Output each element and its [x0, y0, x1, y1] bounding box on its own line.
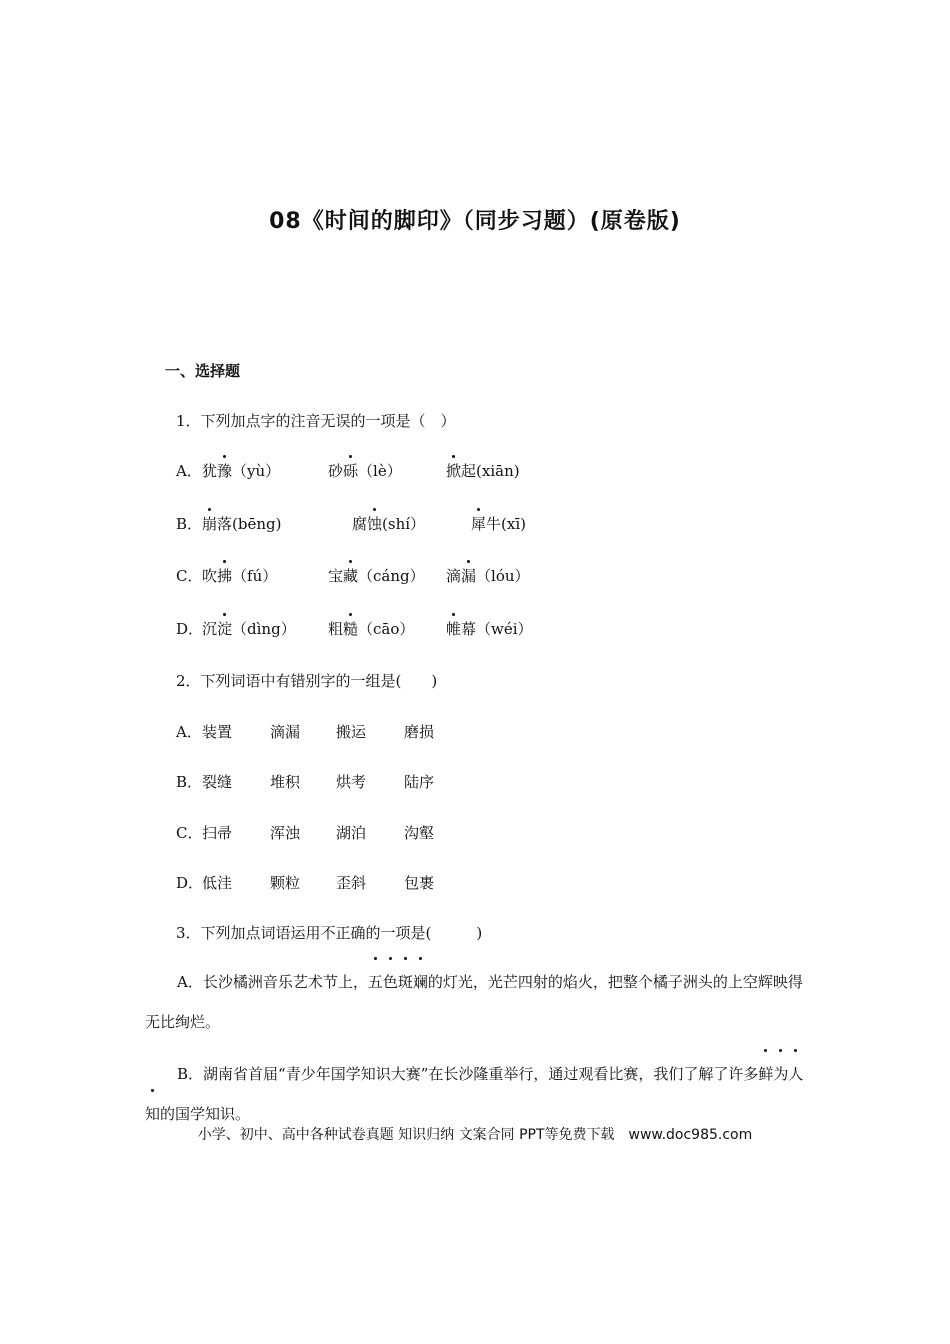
q2-option-word: 磨损 [404, 723, 435, 741]
item-pinyin: （lóu） [476, 567, 530, 585]
q2-option-label: B． [176, 773, 203, 791]
item-pinyin: （cāo） [358, 620, 415, 638]
footer-ad-text: 小学、初中、高中各种试卷真题 知识归纳 文案合同 PPT等免费下载 www.doc985.com [197, 1127, 753, 1143]
dotted-char-group [217, 462, 232, 480]
item-pinyin: （dìng） [232, 620, 296, 638]
dotted-char: 斓 [413, 962, 428, 1002]
option-b-post: 的国学知识。 [160, 1105, 251, 1123]
dotted-char: 五 [368, 962, 383, 1002]
item-pinyin: （lè） [358, 462, 402, 480]
q1-option-item [202, 513, 281, 534]
dotted-char-group [202, 515, 217, 533]
option-b-pre: B．湖南省首届“青少年国学知识大赛”在长沙隆重举行，通过观看比赛，我们了解了许多 [177, 1065, 759, 1083]
dotted-char: 知 [145, 1094, 160, 1134]
q2-option-word: 低洼 [202, 874, 233, 892]
section-heading: 一、选择题 [165, 362, 241, 380]
dotted-char-group [343, 462, 358, 480]
q2-option-label: D． [176, 874, 204, 892]
question-3-stem: 3．下列加点词语运用不正确的一项是( ) [176, 924, 483, 942]
dotted-phrase-chars [368, 973, 428, 991]
option-a-pre: A．长沙橘洲音乐艺术节上， [177, 973, 368, 991]
item-prefix: 滴 [446, 567, 462, 585]
q2-option-word: 烘考 [336, 773, 367, 791]
q1-option-item [202, 618, 296, 639]
q1-option-label: A． [176, 462, 202, 480]
dotted-char: 蚀 [367, 515, 383, 533]
question-3-option-a [145, 962, 810, 1042]
dotted-char: 糙 [343, 620, 359, 638]
q2-option-word: 裂缝 [202, 773, 233, 791]
dotted-char-group [343, 620, 358, 638]
q1-option-item [446, 460, 520, 481]
dotted-char: 砾 [343, 462, 359, 480]
dotted-char: 藏 [343, 567, 359, 585]
question-2-stem: 2．下列词语中有错别字的一组是( ) [176, 672, 438, 690]
question-3-option-b [145, 1054, 810, 1134]
item-pinyin: 起(xiān) [461, 462, 520, 480]
q2-option-word: 扫帚 [202, 824, 233, 842]
q2-option-word: 陆序 [404, 773, 435, 791]
option-a-post: 的灯光，光芒四射的焰火，把整个橘子洲头的上空辉映得无比绚烂。 [145, 973, 803, 1031]
dotted-char: 色 [383, 962, 398, 1002]
dotted-char: 为 [773, 1054, 788, 1094]
q1-option-item [328, 565, 425, 586]
dotted-char-group [446, 620, 461, 638]
q1-option-label: C． [176, 567, 203, 585]
dotted-char-group [343, 567, 358, 585]
document-title: 08《时间的脚印》（同步习题）(原卷版) [269, 209, 681, 234]
q2-option-word: 包裹 [404, 874, 435, 892]
item-prefix: 沉 [202, 620, 218, 638]
q1-option-item [471, 513, 526, 534]
q2-option-word: 歪斜 [336, 874, 367, 892]
q1-option-item [202, 460, 280, 481]
item-pinyin: （fú） [232, 567, 278, 585]
question-1-stem: 1．下列加点字的注音无误的一项是（ ） [176, 412, 456, 430]
dotted-char-group [217, 567, 232, 585]
q1-option-item [446, 618, 533, 639]
dotted-char: 漏 [461, 567, 477, 585]
item-pinyin: 幕（wéi） [461, 620, 533, 638]
dotted-char: 拂 [217, 567, 233, 585]
dotted-char-group [446, 462, 461, 480]
dotted-char: 崩 [202, 515, 218, 533]
q1-option-item [202, 565, 277, 586]
item-pinyin: (shí） [382, 515, 426, 533]
item-pinyin: （cáng） [358, 567, 425, 585]
dotted-char: 帷 [446, 620, 462, 638]
item-prefix: 粗 [328, 620, 344, 638]
q1-option-item [328, 460, 402, 481]
q2-option-word: 堆积 [270, 773, 301, 791]
item-prefix: 腐 [352, 515, 368, 533]
q2-option-word: 搬运 [336, 723, 367, 741]
item-prefix: 吹 [202, 567, 218, 585]
q1-option-label: D． [176, 620, 204, 638]
dotted-char: 斑 [398, 962, 413, 1002]
q2-option-word: 滴漏 [270, 723, 301, 741]
dotted-char: 犀 [471, 515, 487, 533]
option-a-dotted-phrase [368, 973, 428, 991]
q1-option-label: B． [176, 515, 203, 533]
item-pinyin: 落(bēng) [217, 515, 282, 533]
q2-option-word: 沟壑 [404, 824, 435, 842]
q2-option-word: 浑浊 [270, 824, 301, 842]
item-pinyin: （yù） [232, 462, 281, 480]
item-prefix: 宝 [328, 567, 344, 585]
q2-option-word: 装置 [202, 723, 233, 741]
dotted-char-group [217, 620, 232, 638]
q1-option-item [328, 618, 414, 639]
q2-option-label: A． [176, 723, 202, 741]
dotted-char: 鲜 [758, 1054, 773, 1094]
q2-option-word: 湖泊 [336, 824, 367, 842]
item-pinyin: 牛(xī) [486, 515, 526, 533]
item-prefix: 砂 [328, 462, 344, 480]
q2-option-word: 颗粒 [270, 874, 301, 892]
dotted-char: 掀 [446, 462, 462, 480]
dotted-char-group [461, 567, 476, 585]
item-prefix: 犹 [202, 462, 218, 480]
dotted-char: 豫 [217, 462, 233, 480]
q1-option-item [446, 565, 530, 586]
dotted-char: 人 [788, 1054, 803, 1094]
dotted-char: 淀 [217, 620, 233, 638]
q1-option-item [352, 513, 425, 534]
dotted-char-group [471, 515, 486, 533]
dotted-char-group [367, 515, 382, 533]
q2-option-label: C． [176, 824, 203, 842]
